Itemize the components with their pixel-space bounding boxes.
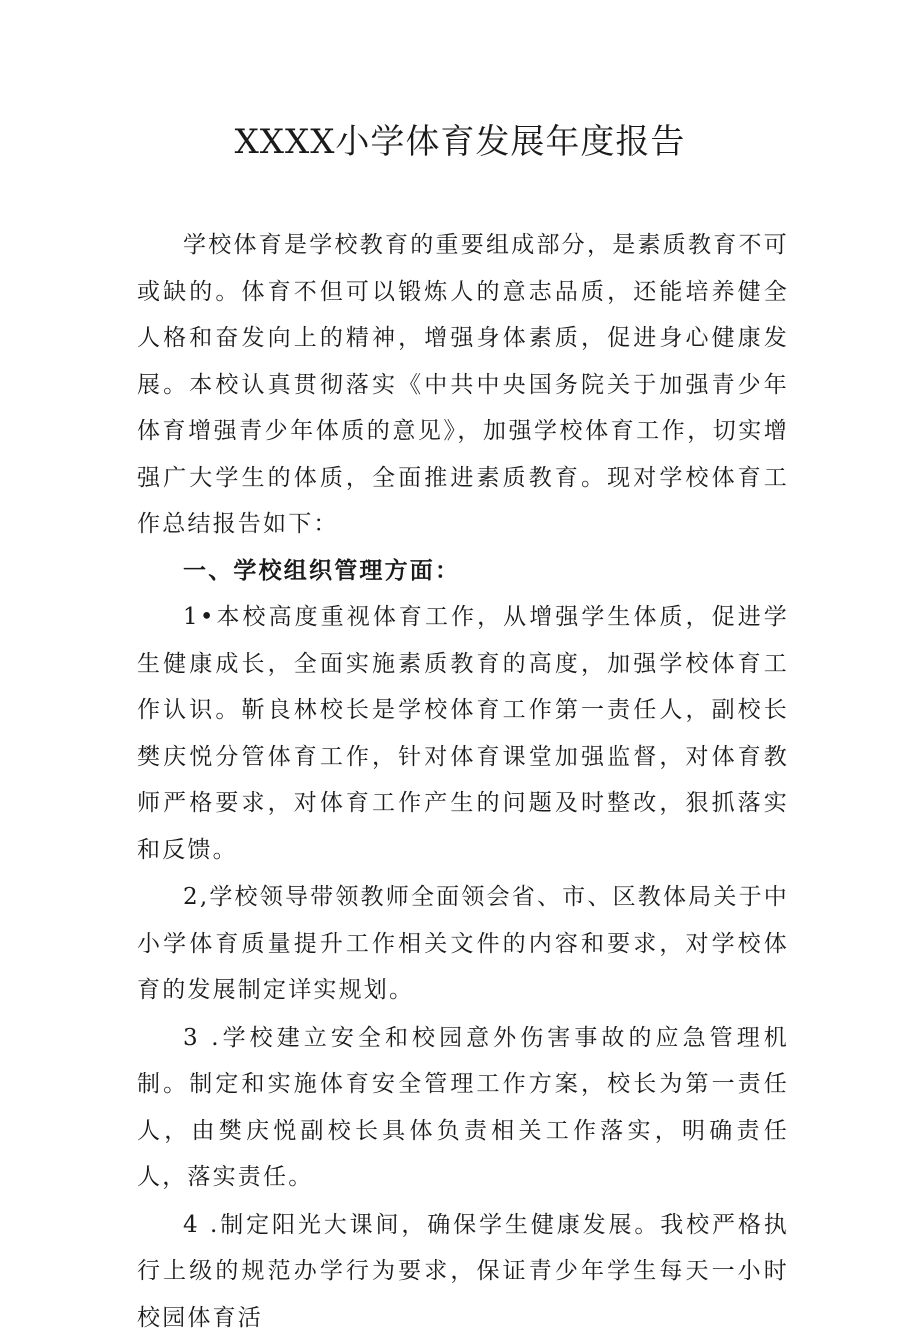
document-body xyxy=(137,222,789,1341)
item-3-paragraph: 3 .学校建立安全和校园意外伤害事故的应急管理机制。制定和实施体育安全管理工作方案，校长为第一责任人，由樊庆悦副校长具体负责相关工作落实，明确责任人，落实责任。 xyxy=(137,1015,789,1201)
item-1-paragraph: 1•本校高度重视体育工作，从增强学生体质，促进学生健康成长，全面实施素质教育的高度，加强学校体育工作认识。靳良林校长是学校体育工作第一责任人，副校长樊庆悦分管体育工作，针对体育课堂加强监督，对体育教师严格要求，对体育工作产生的问题及时整改，狠抓落实和反馈。 xyxy=(137,594,789,873)
item-4-paragraph: 4 .制定阳光大课间，确保学生健康发展。我校严格执行上级的规范办学行为要求，保证青少年学生每天一小时校园体育活 xyxy=(137,1202,789,1341)
intro-paragraph: 学校体育是学校教育的重要组成部分，是素质教育不可或缺的。体育不但可以锻炼人的意志品质，还能培养健全人格和奋发向上的精神，增强身体素质，促进身心健康发展。本校认真贯彻落实《中共中央国务院关于加强青少年体育增强青少年体质的意见》，加强学校体育工作，切实增强广大学生的体质，全面推进素质教育。现对学校体育工作总结报告如下： xyxy=(137,222,789,548)
section-heading: 一、学校组织管理方面： xyxy=(137,548,789,595)
item-2-paragraph: 2,学校领导带领教师全面领会省、市、区教体局关于中小学体育质量提升工作相关文件的内容和要求，对学校体育的发展制定详实规划。 xyxy=(137,874,789,1014)
document-title: XXXX小学体育发展年度报告 xyxy=(0,120,920,164)
